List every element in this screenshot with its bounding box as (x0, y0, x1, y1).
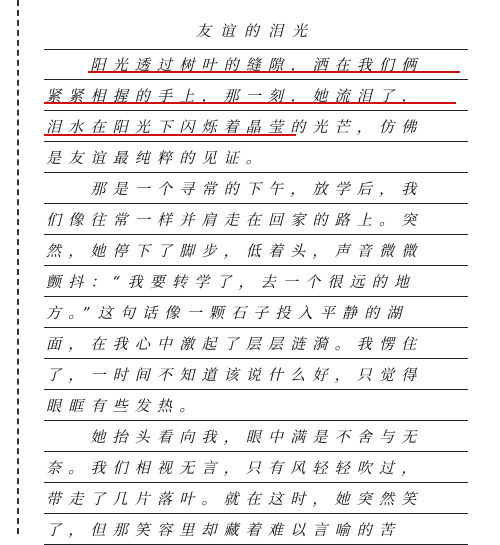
essay-line: 泪水在阳光下闪烁着晶莹的光芒，仿佛 (44, 111, 468, 142)
essay-paper (44, 0, 468, 539)
margin-dashed-line (17, 0, 19, 534)
essay-line: 奈。我们相视无言，只有风轻轻吹过， (44, 452, 468, 483)
red-underline (44, 134, 296, 136)
essay-line: 带走了几片落叶。就在这时，她突然笑 (44, 483, 468, 514)
red-underline (44, 102, 456, 104)
essay-line: 紧紧相握的手上，那一刻，她流泪了， (44, 80, 468, 111)
essay-line: 那是一个寻常的下午，放学后，我 (44, 173, 468, 204)
essay-line: 颤抖：“我要转学了，去一个很远的地 (44, 266, 468, 297)
essay-line: 了，但那笑容里却藏着难以言喻的苦 (44, 514, 468, 545)
essay-line: 阳光透过树叶的缝隙，洒在我们俩 (44, 49, 468, 80)
essay-title: 友谊的泪光 (195, 22, 316, 40)
essay-line: 方。”这句话像一颗石子投入平静的湖 (44, 297, 468, 328)
essay-line: 面，在我心中激起了层层涟漪。我愣住 (44, 328, 468, 359)
essay-line: 们像往常一样并肩走在回家的路上。突 (44, 204, 468, 235)
red-underline (88, 71, 460, 73)
essay-line: 她抬头看向我，眼中满是不舍与无 (44, 421, 468, 452)
essay-line: 是友谊最纯粹的见证。 (44, 142, 468, 173)
essay-line: 眼眶有些发热。 (44, 390, 468, 421)
essay-line: 了，一时间不知道该说什么好，只觉得 (44, 359, 468, 390)
essay-line: 然，她停下了脚步，低着头，声音微微 (44, 235, 468, 266)
